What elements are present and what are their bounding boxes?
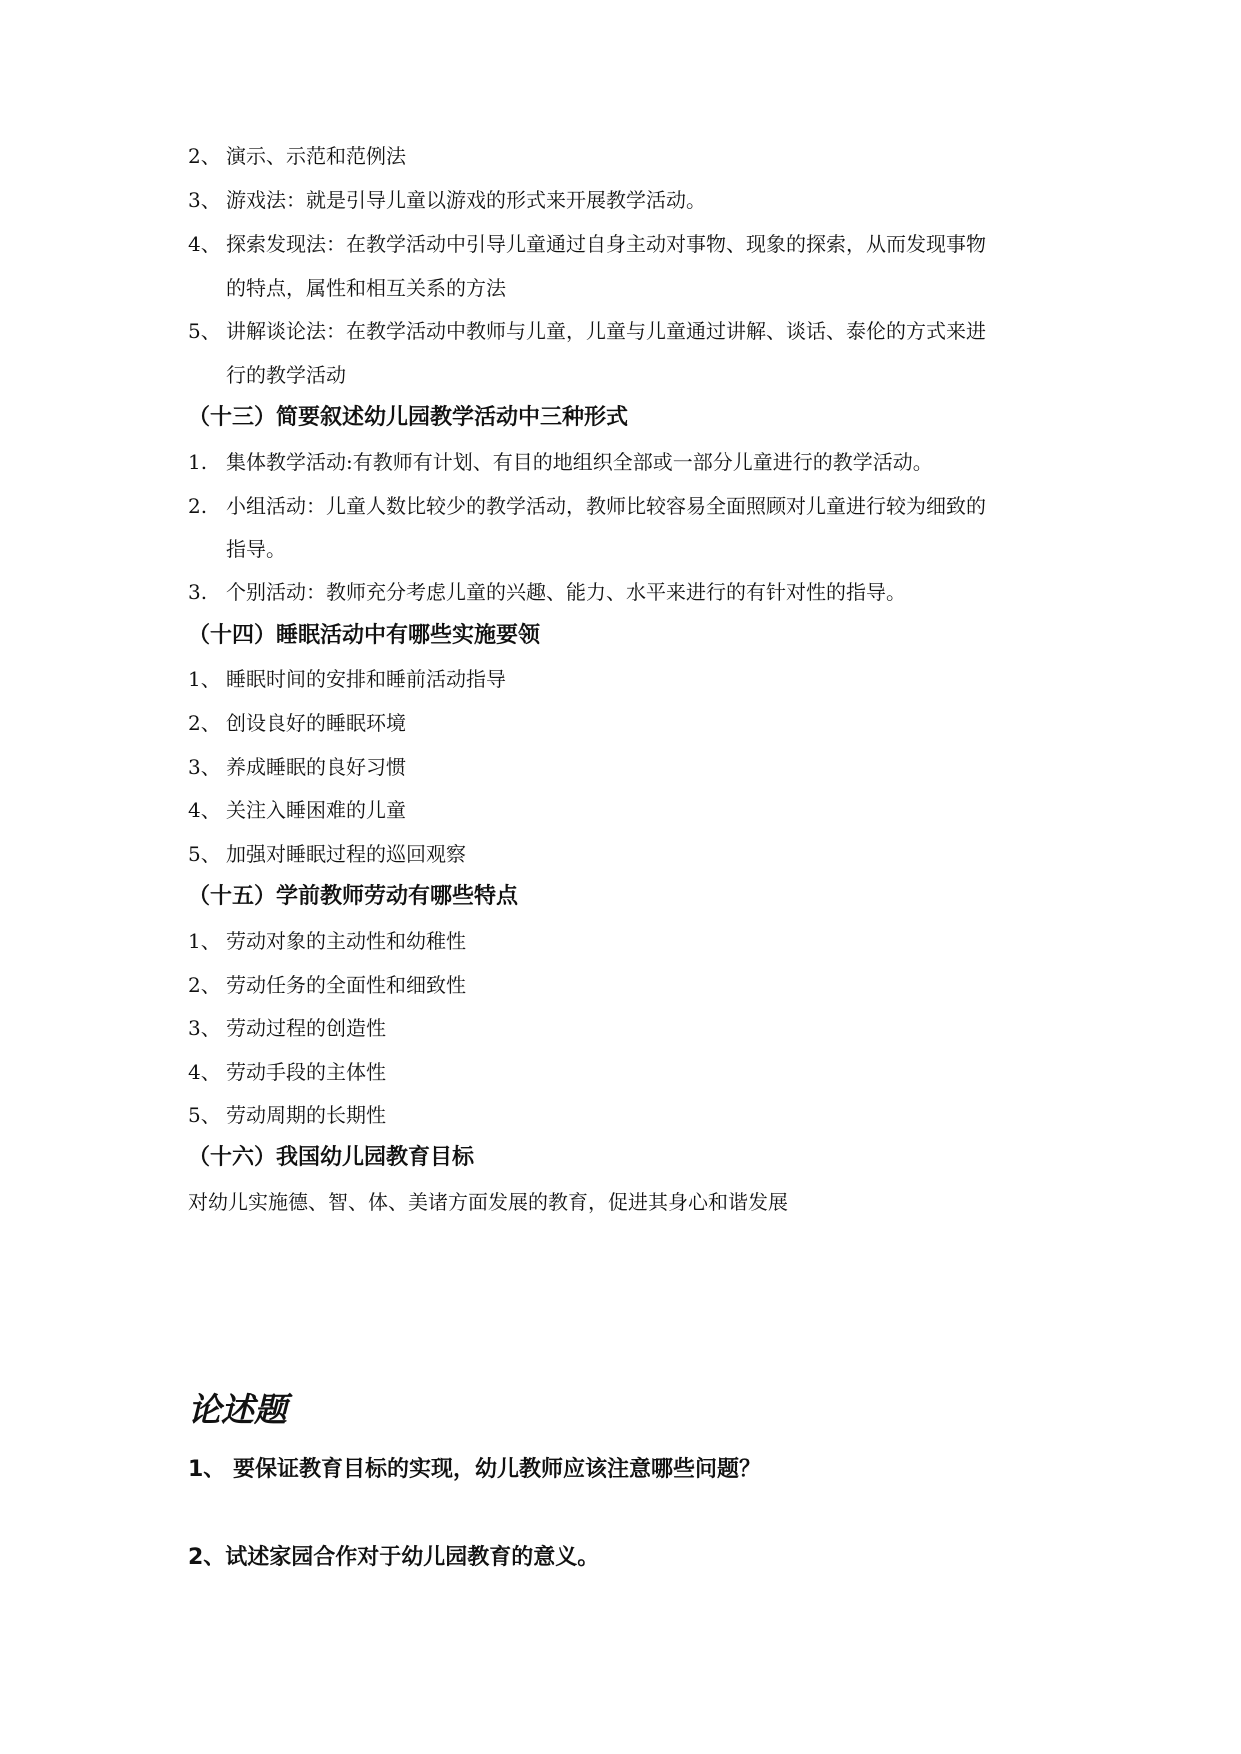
item-text: 养成睡眠的良好习惯 [226, 755, 406, 779]
item-number: 3. [188, 580, 208, 604]
list-item-continuation: 行的教学活动 [226, 363, 346, 387]
list-item [188, 1060, 1068, 1084]
item-number: 3、 [188, 755, 221, 779]
item-number: 2、 [188, 144, 221, 168]
item-text: 创设良好的睡眠环境 [226, 711, 406, 735]
list-item [188, 188, 1068, 212]
item-text: 劳动对象的主动性和幼稚性 [226, 929, 466, 953]
list-item [188, 842, 1068, 866]
item-text: 劳动周期的长期性 [226, 1103, 386, 1127]
item-number: 2、 [188, 973, 221, 997]
section-heading-15: （十五）学前教师劳动有哪些特点 [188, 884, 519, 909]
item-text: 关注入睡困难的儿童 [226, 798, 406, 822]
item-text: 加强对睡眠过程的巡回观察 [226, 842, 466, 866]
item-text: 劳动手段的主体性 [226, 1060, 386, 1084]
list-item [188, 711, 1068, 735]
list-item [188, 232, 1068, 256]
item-number: 3、 [188, 188, 221, 212]
item-number: 5、 [188, 319, 221, 343]
item-number: 1、 [188, 667, 221, 691]
item-text: 游戏法：就是引导儿童以游戏的形式来开展教学活动。 [226, 188, 706, 212]
item-text: 探索发现法：在教学活动中引导儿童通过自身主动对事物、现象的探索，从而发现事物 [226, 232, 986, 256]
list-item [188, 580, 1068, 604]
item-text: 讲解谈论法：在教学活动中教师与儿童，儿童与儿童通过讲解、谈话、泰伦的方式来进 [226, 319, 986, 343]
list-item [188, 319, 1068, 343]
list-item [188, 144, 1068, 168]
paragraph: 对幼儿实施德、智、体、美诸方面发展的教育，促进其身心和谐发展 [188, 1190, 788, 1214]
section-heading-16: （十六）我国幼儿园教育目标 [188, 1145, 475, 1170]
item-text: 集体教学活动:有教师有计划、有目的地组织全部或一部分儿童进行的教学活动。 [226, 450, 933, 474]
item-text: 个别活动：教师充分考虑儿童的兴趣、能力、水平来进行的有针对性的指导。 [226, 580, 906, 604]
list-item [188, 1016, 1068, 1040]
section-heading-13: （十三）简要叙述幼儿园教学活动中三种形式 [188, 405, 629, 430]
list-item-continuation: 的特点，属性和相互关系的方法 [226, 276, 506, 300]
item-number: 2、 [188, 711, 221, 735]
list-item [188, 667, 1068, 691]
item-number: 2. [188, 494, 208, 518]
item-number: 4、 [188, 1060, 221, 1084]
essay-question-1: 1、 要保证教育目标的实现，幼儿教师应该注意哪些问题？ [188, 1457, 761, 1482]
list-item [188, 494, 1068, 518]
list-item [188, 450, 1068, 474]
list-item [188, 929, 1068, 953]
item-text: 睡眠时间的安排和睡前活动指导 [226, 667, 506, 691]
essay-section-title: 论述题 [188, 1390, 287, 1429]
item-number: 5、 [188, 842, 221, 866]
item-text: 劳动过程的创造性 [226, 1016, 386, 1040]
list-item [188, 1103, 1068, 1127]
item-number: 1、 [188, 929, 221, 953]
list-item [188, 755, 1068, 779]
item-text: 劳动任务的全面性和细致性 [226, 973, 466, 997]
item-number: 3、 [188, 1016, 221, 1040]
item-text: 演示、示范和范例法 [226, 144, 406, 168]
list-item [188, 798, 1068, 822]
item-number: 4、 [188, 798, 221, 822]
item-number: 4、 [188, 232, 221, 256]
list-item [188, 973, 1068, 997]
item-number: 1. [188, 450, 208, 474]
section-heading-14: （十四）睡眠活动中有哪些实施要领 [188, 623, 541, 648]
item-text: 小组活动：儿童人数比较少的教学活动，教师比较容易全面照顾对儿童进行较为细致的 [226, 494, 986, 518]
essay-question-2: 2、试述家园合作对于幼儿园教育的意义。 [188, 1545, 600, 1570]
list-item-continuation: 指导。 [226, 537, 286, 561]
item-number: 5、 [188, 1103, 221, 1127]
